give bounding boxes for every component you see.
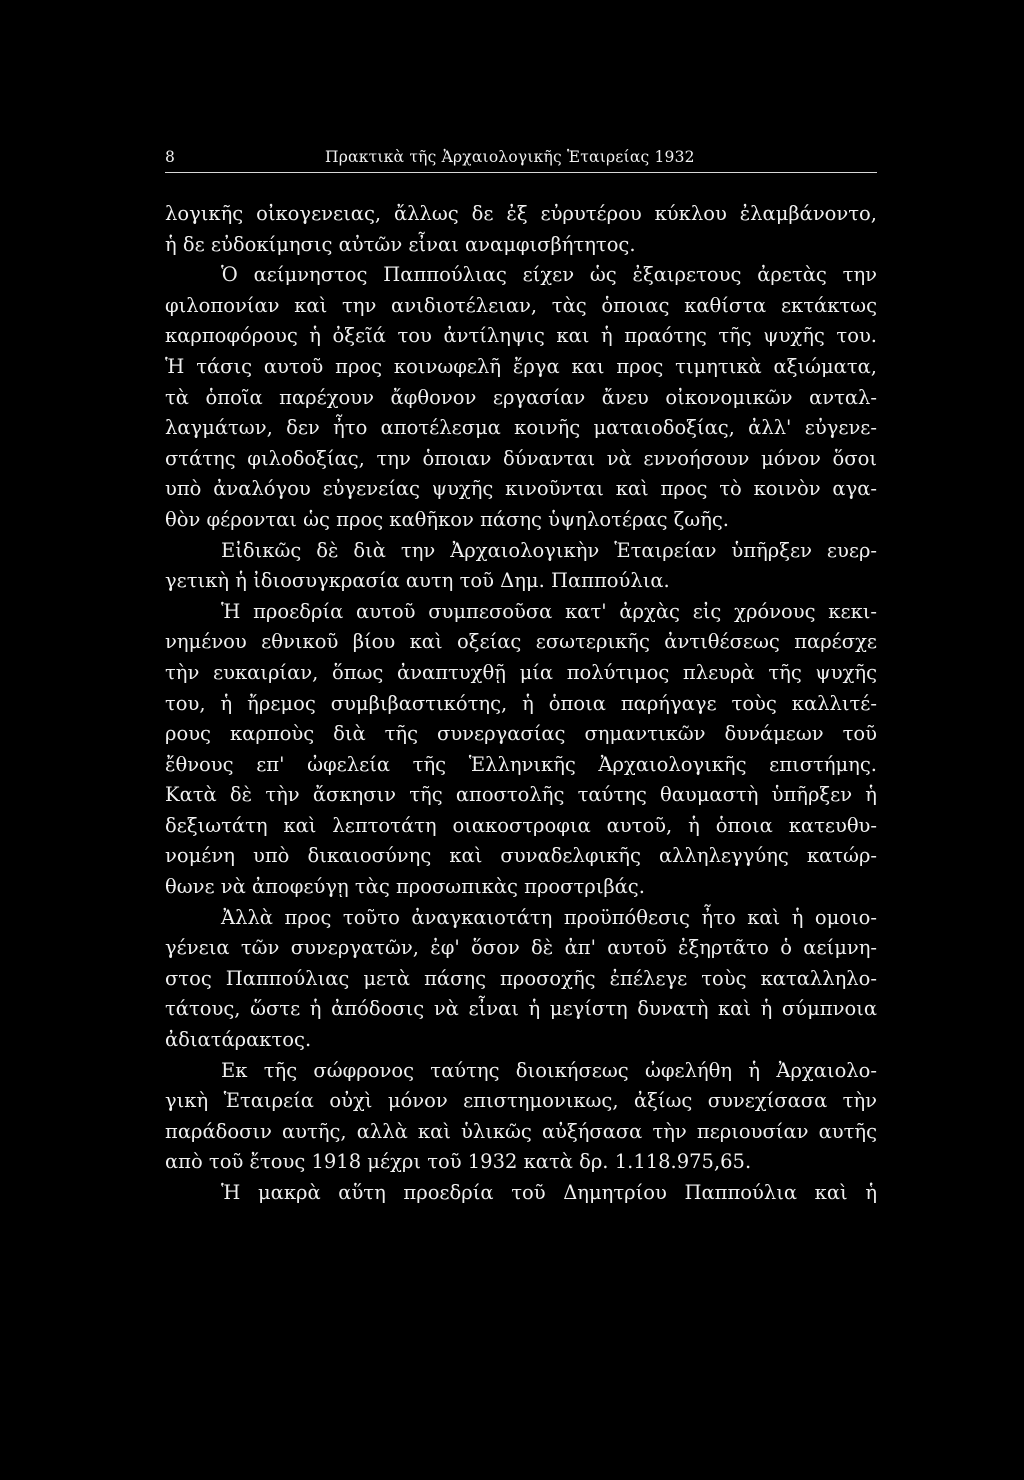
text-line: δεξιωτάτη καὶ λεπτοτάτη οιακοστροφια αυτοῦ, ἡ ὁποια κατευθυ- [165,813,877,837]
text-line: φιλοπονίαν καὶ την ανιδιοτέλειαν, τὰς ὁποιας καθίστα εκτάκτως [165,293,877,317]
text-line: του, ἡ ἤρεμος συμβιβαστικότης, ἡ ὁποια παρήγαγε τοὺς καλλιτέ- [165,691,877,715]
header-rule [165,172,877,173]
text-line: Ἡ τάσις αυτοῦ προς κοινωφελῆ ἔργα και προς τιμητικὰ αξιώματα, [165,354,877,378]
text-line: γένεια τῶν συνεργατῶν, ἐφ' ὅσον δὲ ἀπ' αυτοῦ ἐξηρτᾶτο ὁ αείμνη- [165,936,877,960]
text-line: Ἀλλὰ προς τοῦτο ἀναγκαιοτάτη προϋπόθεσις ἦτο καὶ ἡ ομοιο- [221,905,877,929]
text-line: τὴν ευκαιρίαν, ὅπως ἀναπτυχθῇ μία πολύτιμος πλευρὰ τῆς ψυχῆς [165,660,877,684]
text-line: Κατὰ δὲ τὴν ἄσκησιν τῆς αποστολῆς ταύτης θαυμαστὴ ὑπῆρξεν ἡ [165,783,877,807]
text-line: παράδοσιν αυτῆς, αλλὰ καὶ ὑλικῶς αὐξήσασα τὴν περιουσίαν αυτῆς [165,1119,877,1143]
page-number: 8 [165,148,175,166]
text-line: ρους καρποὺς διὰ τῆς συνεργασίας σημαντικῶν δυνάμεων τοῦ [165,722,877,746]
text-line: ἡ δε εὐδοκίμησις αὐτῶν εἶναι αναμφισβήτητος. [165,232,636,256]
text-line: τάτους, ὥστε ἡ ἀπόδοσις νὰ εἶναι ἡ μεγίστη δυνατὴ καὶ ἡ σύμπνοια [165,997,877,1021]
text-line: τὰ ὁποῖα παρέχουν ἄφθονον εργασίαν ἄνευ οἰκονομικῶν ανταλ- [165,385,877,409]
text-line: Ἡ μακρὰ αὕτη προεδρία τοῦ Δημητρίου Παππούλια καὶ ἡ [221,1181,877,1204]
text-line: στος Παππούλιας μετὰ πάσης προσοχῆς ἐπέλεγε τοὺς καταλληλο- [165,966,877,990]
text-line: υπὸ ἀναλόγου εὐγενείας ψυχῆς κινοῦνται καὶ προς τὸ κοινὸν αγα- [165,477,877,501]
text-line: θωνε νὰ ἀποφεύγῃ τὰς προσωπικὰς προστριβάς. [165,875,645,899]
text-line: νημένου εθνικοῦ βίου καὶ οξείας εσωτερικῆς ἀντιθέσεως παρέσχε [165,630,877,654]
text-line: θὸν φέρονται ὡς προς καθῆκον πάσης ὑψηλοτέρας ζωῆς. [165,507,730,531]
text-line: νομένη υπὸ δικαιοσύνης καὶ συναδελφικῆς αλληλεγγύης κατώρ- [165,844,877,868]
text-line: Εκ τῆς σώφρονος ταύτης διοικήσεως ὠφελήθη ἡ Ἀρχαιολο- [221,1058,877,1082]
text-line: καρποφόρους ἡ ὀξεῖά του ἀντίληψις και ἡ πραότης τῆς ψυχῆς του. [165,324,877,348]
running-title: Πρακτικὰ τῆς Ἀρχαιολογικῆς Ἑταιρείας 1932 [325,148,695,166]
text-line: ἀδιατάρακτος. [165,1028,312,1052]
text-line: γετικὴ ἡ ἰδιοσυγκρασία αυτη τοῦ Δημ. Παππούλια. [165,569,670,593]
text-line: Ὁ αείμνηστος Παππούλιας είχεν ὡς ἐξαιρετους ἀρετὰς την [221,263,877,287]
text-line: Εἰδικῶς δὲ διὰ την Ἀρχαιολογικὴν Ἑταιρείαν ὑπῆρξεν ευερ- [221,538,877,562]
body-text [165,199,885,1209]
text-line: απὸ τοῦ ἔτους 1918 μέχρι τοῦ 1932 κατὰ δρ. 1.118.975,65. [165,1150,752,1174]
text-line: Ἡ προεδρία αυτοῦ συμπεσοῦσα κατ' ἀρχὰς εἰς χρόνους κεκι- [221,599,877,623]
page-header [165,146,877,176]
text-line: ἔθνους επ' ὠφελεία τῆς Ἑλληνικῆς Ἀρχαιολογικῆς επιστήμης. [165,752,877,776]
text-line: λαγμάτων, δεν ἦτο αποτέλεσμα κοινῆς ματαιοδοξίας, ἀλλ' εὐγενε- [165,416,877,440]
text-line: γικὴ Ἑταιρεία οὐχὶ μόνον επιστημονικως, ἀξίως συνεχίσασα τὴν [165,1089,877,1113]
text-line: στάτης φιλοδοξίας, την ὁποιαν δύνανται νὰ εννοήσουν μόνον ὅσοι [165,446,877,470]
text-line: λογικῆς οἰκογενειας, ἄλλως δε ἐξ εὐρυτέρου κύκλου ἐλαμβάνοντο, [165,202,877,225]
